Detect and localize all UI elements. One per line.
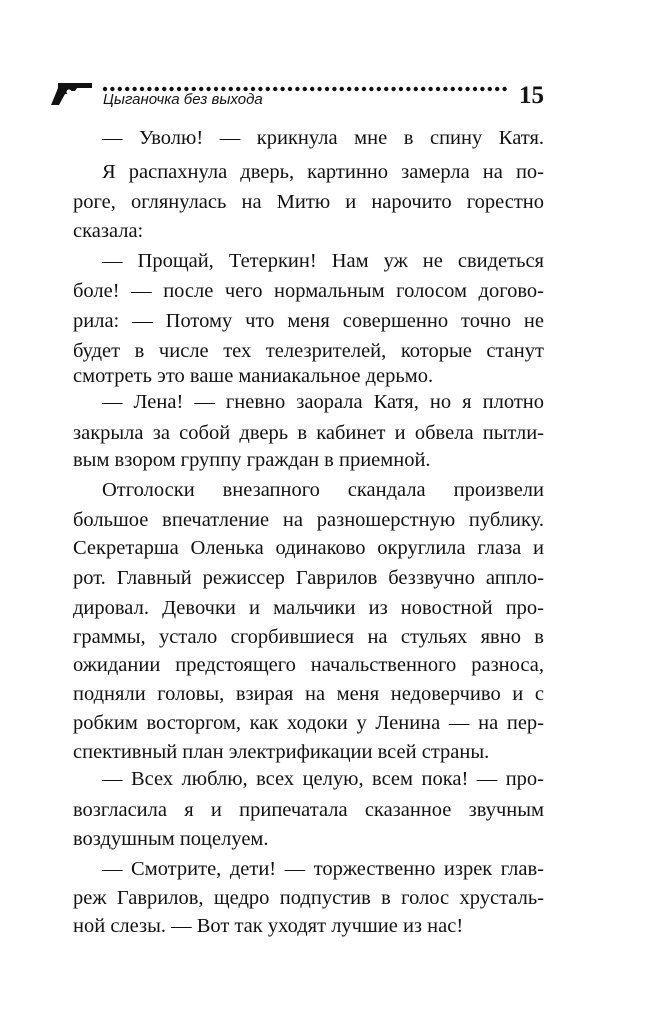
text-line: возгласила я и припечатала сказанное звучным [73, 799, 544, 821]
text-line: робким восторгом, как ходоки у Ленина — на пер- [73, 712, 544, 734]
text-line: вым взором группу граждан в приемной. [73, 449, 431, 471]
text-line: — Прощай, Тетеркин! Нам уж не свидеться [102, 250, 544, 272]
text-line: Секретарша Оленька одинаково округлила глаза и [73, 537, 544, 559]
text-line: воздушным поцелуем. [73, 828, 269, 850]
text-line: Отголоски внезапного скандала произвели [102, 479, 544, 501]
text-line: подняли головы, взирая на меня недоверчиво и с [73, 683, 544, 705]
text-line: дировал. Девочки и мальчики из новостной про- [73, 597, 544, 619]
book-title: Цыганочка без выхода [103, 91, 263, 108]
text-line: боле! — после чего нормальным голосом догово- [73, 280, 544, 302]
text-line: сказала: [73, 220, 144, 242]
text-line: граммы, устало сгорбившиеся на стульях явно в [73, 626, 544, 648]
text-line: — Всех люблю, всех целую, всем пока! — про- [102, 768, 544, 790]
text-line: рот. Главный режиссер Гаврилов беззвучно аппло- [73, 567, 544, 589]
text-line: ной слезы. — Вот так уходят лучшие из нас! [73, 915, 464, 937]
text-line: — Лена! — гневно заорала Катя, но я плотно [102, 391, 544, 413]
text-line: будет в числе тех телезрителей, которые станут [73, 340, 544, 362]
text-line: роге, оглянулась на Митю и нарочито горестно [73, 191, 544, 213]
text-line: — Смотрите, дети! — торжественно изрек глав- [102, 858, 544, 880]
text-line: закрыла за собой дверь в кабинет и обвела пытли- [73, 422, 544, 444]
text-line: — Уволю! — крикнула мне в спину Катя. [102, 127, 544, 149]
text-line: Я распахнула дверь, картинно замерла на по- [102, 161, 544, 183]
text-line: смотреть это ваше маниакальное дерьмо. [73, 365, 434, 387]
text-line: реж Гаврилов, щедро подпустив в голос хрусталь- [73, 887, 544, 909]
text-line: рила: — Потому что меня совершенно точно не [73, 310, 544, 332]
text-line: большое впечатление на разношерстную публику. [73, 509, 544, 531]
text-line: ожидании предстоящего начальственного разноса, [73, 654, 544, 676]
text-line: спективный план электрификации всей страны. [73, 741, 490, 763]
page-number: 15 [519, 82, 544, 109]
